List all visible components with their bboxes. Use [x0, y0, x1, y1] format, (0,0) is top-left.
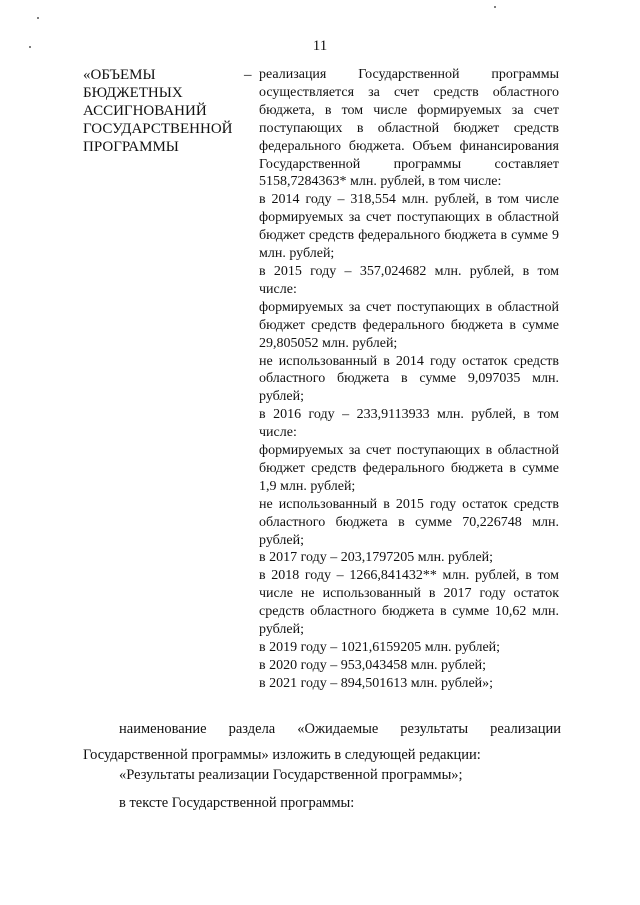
body-paragraph: наименование раздела «Ожидаемые результаты реализации Государственной программы» изложить в следующей редакции: [83, 721, 561, 763]
heading-line: АССИГНОВАНИЙ [83, 103, 207, 119]
heading-line: БЮДЖЕТНЫХ [83, 85, 183, 101]
heading-line: «ОБЪЕМЫ [83, 67, 156, 83]
budget-paragraph: в 2018 году – 1266,841432** млн. рублей, в том числе не использованный в 2017 году остаток средств областного бюджета в сумме 10,62 млн. рублей; [259, 568, 559, 638]
budget-paragraph: в 2020 году – 953,043458 млн. рублей; [259, 657, 487, 673]
budget-paragraph: в 2015 году – 357,024682 млн. рублей, в том числе: [259, 263, 559, 297]
budget-description [259, 66, 559, 693]
budget-paragraph: реализация Государственной программы осуществляется за счет средств областного бюджета, в том числе формируемых за счет поступающих в областной бюджет средств федерального бюджета. Объем финансирования Государственной программы составляет 5158,7284363* млн. рублей, в том числе: [259, 67, 559, 190]
scan-speck [494, 6, 496, 8]
budget-paragraph: формируемых за счет поступающих в областной бюджет средств федерального бюджета в сумме 29,805052 млн. рублей; [259, 299, 559, 351]
budget-paragraph: в 2019 году – 1021,6159205 млн. рублей; [259, 640, 501, 655]
budget-paragraph: в 2016 году – 233,9113933 млн. рублей, в том числе: [259, 407, 559, 441]
budget-paragraph: не использованный в 2014 году остаток средств областного бюджета в сумме 9,097035 млн. рублей; [259, 353, 559, 405]
scan-speck [37, 17, 39, 19]
budget-paragraph: в 2017 году – 203,1797205 млн. рублей; [259, 550, 494, 566]
budget-paragraph: в 2021 году – 894,501613 млн. рублей»; [259, 675, 494, 691]
dash-separator: – [244, 67, 252, 83]
budget-paragraph: в 2014 году – 318,554 млн. рублей, в том числе формируемых за счет поступающих в областной бюджет средств федерального бюджета в сумме 9 млн. рублей; [259, 192, 559, 262]
page-number: 11 [312, 38, 328, 54]
body-text [83, 716, 561, 768]
heading-line: ПРОГРАММЫ [83, 139, 179, 155]
budget-paragraph: не использованный в 2015 году остаток средств областного бюджета в сумме 70,226748 млн. рублей; [259, 496, 559, 548]
body-text [83, 766, 561, 784]
body-paragraph: в тексте Государственной программы: [119, 795, 355, 811]
body-text [83, 794, 561, 812]
budget-paragraph: формируемых за счет поступающих в областной бюджет средств федерального бюджета в сумме 1,9 млн. рублей; [259, 443, 559, 494]
heading-line: ГОСУДАРСТВЕННОЙ [83, 121, 233, 137]
body-paragraph: «Результаты реализации Государственной программы»; [119, 767, 463, 783]
section-heading [83, 66, 248, 156]
